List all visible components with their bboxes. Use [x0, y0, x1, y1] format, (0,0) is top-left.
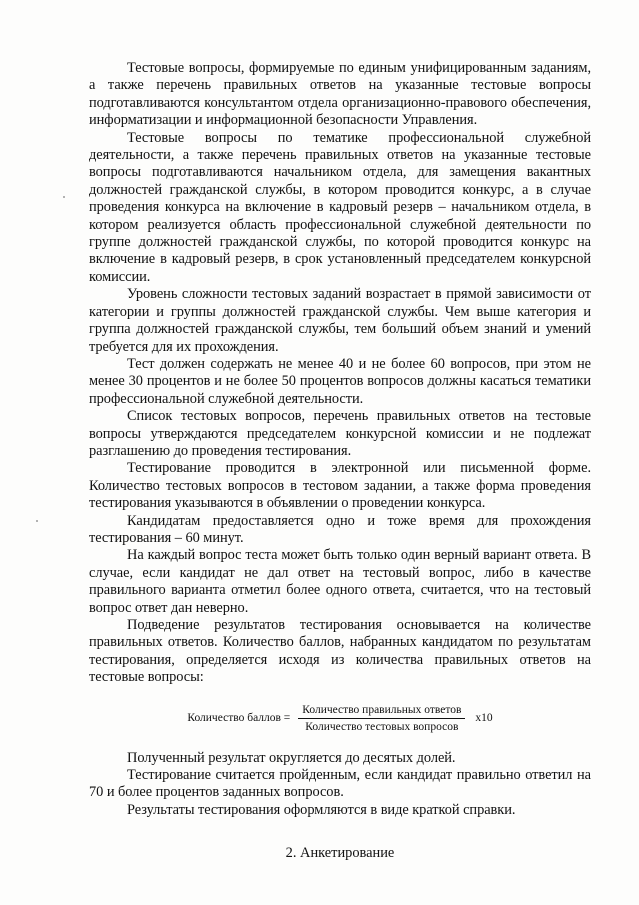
- formula-lhs: Количество баллов =: [187, 712, 291, 725]
- paragraph-test-questions-unified: Тестовые вопросы, формируемые по единым унифицированным заданиям, а также перечень правильных ответов на указанные тестовые вопросы подготавливаются консультантом отдела организационно-правового обеспечения, информатизации и информационной безопасности Управления.: [89, 60, 591, 129]
- paragraph-results-report: Результаты тестирования оформляются в виде краткой справки.: [127, 801, 516, 818]
- paragraph-single-correct-answer: На каждый вопрос теста может быть только один верный вариант ответа. В случае, если кандидат не дал ответ на тестовый вопрос, либо в качестве правильного варианта отметил более одного ответа, считается, что на тестовый вопрос ответ дан неверно.: [89, 547, 591, 616]
- scan-artifact: [36, 520, 38, 522]
- section-heading: 2. Анкетирование: [285, 845, 395, 862]
- formula-multiplier: x10: [475, 712, 493, 725]
- paragraph-approval: Список тестовых вопросов, перечень правильных ответов на тестовые вопросы утверждаются председателем конкурсной комиссии и не подлежат разглашению до проведения тестирования.: [89, 408, 591, 459]
- score-formula: [89, 703, 591, 734]
- formula-fraction: [298, 703, 465, 734]
- paragraph-rounding: Полученный результат округляется до десятых долей.: [127, 749, 456, 766]
- paragraph-results-summary: Подведение результатов тестирования основывается на количестве правильных ответов. Количество баллов, набранных кандидатом по результатам тестирования, определяется исходя из количества правильных ответов на тестовые вопросы:: [89, 617, 591, 686]
- paragraph-testing-time: Кандидатам предоставляется одно и тоже время для прохождения тестирования – 60 минут.: [89, 512, 591, 546]
- paragraph-test-questions-professional: Тестовые вопросы по тематике профессиональной служебной деятельности, а также перечень правильных ответов на указанные тестовые вопросы подготавливаются начальником отдела, для замещения вакантных должностей гражданской службы, в котором проводится конкурс, а в случае проведения конкурса на включение в кадровый резерв – начальником отдела, в котором реализуется область профессиональной служебной деятельности по группе должностей гражданской службы, по которой проводится конкурс на включение в кадровый резерв, в срок установленный председателем конкурсной комиссии.: [89, 129, 591, 285]
- formula-numerator: Количество правильных ответов: [298, 703, 465, 719]
- paragraph-pass-threshold: Тестирование считается пройденным, если кандидат правильно ответил на 70 и более процентов заданных вопросов.: [89, 767, 591, 801]
- formula-denominator: Количество тестовых вопросов: [305, 720, 459, 733]
- scan-artifact: [63, 196, 65, 198]
- document-body: [89, 60, 591, 862]
- paragraph-difficulty-level: Уровень сложности тестовых заданий возрастает в прямой зависимости от категории и группы должностей гражданской службы. Чем выше категория и группа должностей гражданской службы, тем больший объем знаний и умений требуется для их прохождения.: [89, 286, 591, 355]
- paragraph-testing-form: Тестирование проводится в электронной или письменной форме. Количество тестовых вопросов в тестовом задании, а также форма проведения тестирования указываются в объявлении о проведении конкурса.: [89, 460, 591, 512]
- paragraph-question-count: Тест должен содержать не менее 40 и не более 60 вопросов, при этом не менее 30 процентов и не более 50 процентов вопросов должны касаться тематики профессиональной служебной деятельности.: [89, 355, 591, 407]
